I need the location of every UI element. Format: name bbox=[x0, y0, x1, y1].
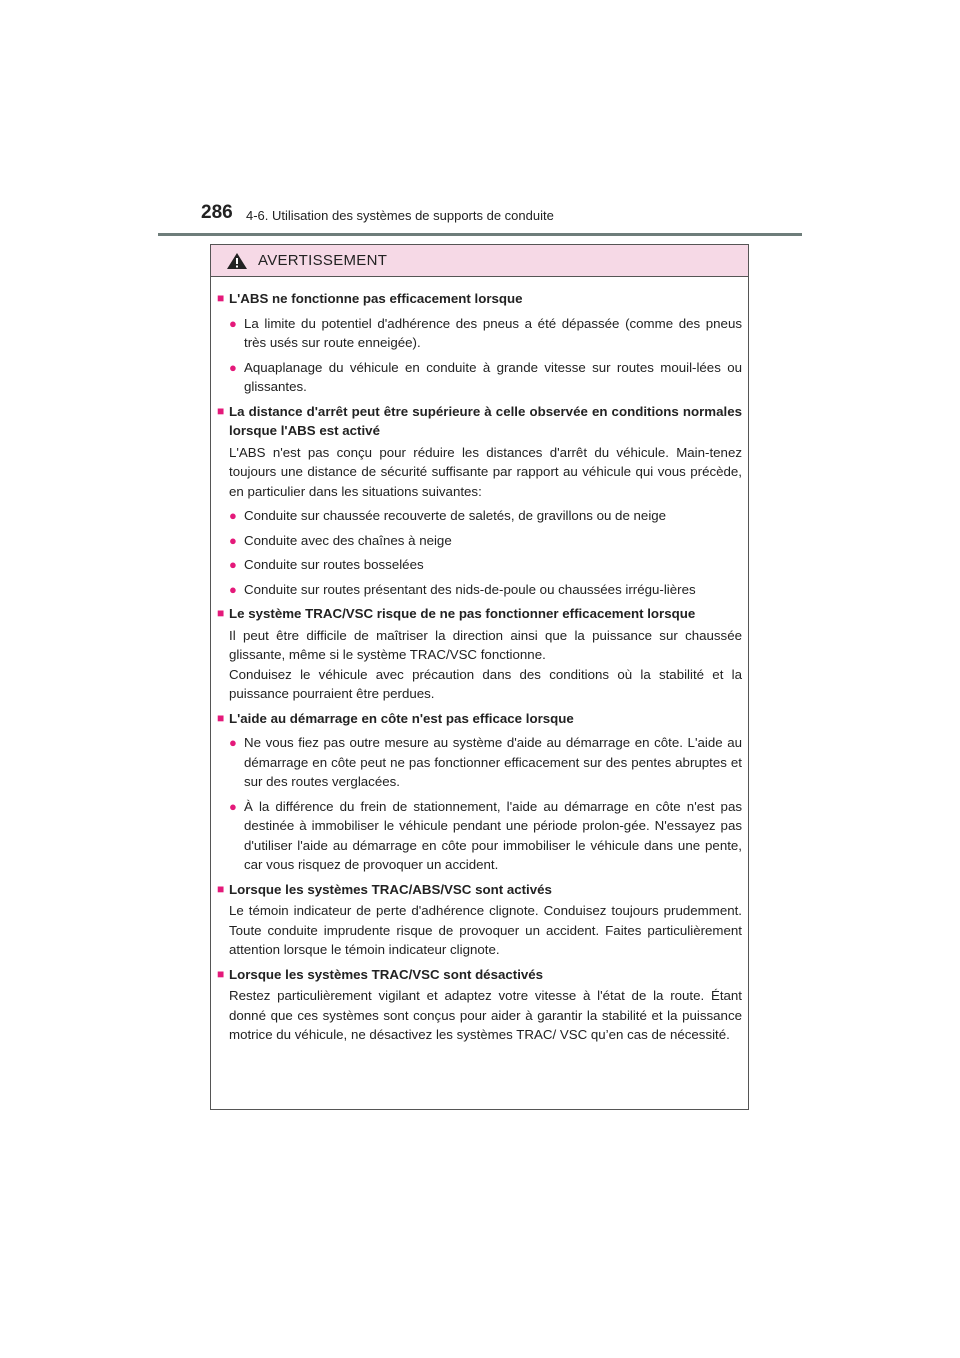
dot-bullet-icon: ● bbox=[229, 798, 237, 814]
square-bullet-icon: ■ bbox=[217, 606, 225, 620]
warning-triangle-icon bbox=[226, 252, 248, 270]
warning-body bbox=[211, 277, 748, 1045]
page-number: 286 bbox=[201, 202, 233, 223]
section-paragraph: Conduisez le véhicule avec précaution dans des conditions où la stabilité et la puissance pourraient être perdues. bbox=[229, 666, 742, 701]
warning-title: AVERTISSEMENT bbox=[258, 252, 388, 269]
section-stopping-distance bbox=[217, 402, 742, 600]
dot-bullet-icon: ● bbox=[229, 581, 237, 597]
section-heading: ■ Le système TRAC/VSC risque de ne pas fonctionner efficacement lorsque bbox=[217, 604, 742, 624]
dot-bullet-icon: ● bbox=[229, 532, 237, 548]
dot-bullet-icon: ● bbox=[229, 557, 237, 572]
section-hill-start-assist bbox=[217, 709, 742, 875]
square-bullet-icon: ■ bbox=[217, 291, 225, 305]
square-bullet-icon: ■ bbox=[217, 966, 225, 981]
section-systems-deactivated bbox=[217, 965, 742, 1045]
square-bullet-icon: ■ bbox=[217, 881, 225, 896]
warning-box bbox=[210, 244, 749, 1110]
section-heading: ■ L'ABS ne fonctionne pas efficacement lorsque bbox=[217, 289, 742, 309]
list-item: ● La limite du potentiel d'adhérence des pneus a été dépassée (comme des pneus très usés sur route enneigée). bbox=[229, 314, 742, 353]
dot-bullet-icon: ● bbox=[229, 735, 237, 750]
dot-bullet-icon: ● bbox=[229, 508, 237, 523]
section-systems-activated bbox=[217, 880, 742, 960]
list-item: ● Aquaplanage du véhicule en conduite à grande vitesse sur routes mouil-lées ou glissantes. bbox=[229, 358, 742, 397]
section-paragraph: Il peut être difficile de maîtriser la direction ainsi que la puissance sur chaussée glissante, même si le système TRAC/VSC fonctionne. bbox=[229, 627, 742, 662]
section-heading: ■ L'aide au démarrage en côte n'est pas efficace lorsque bbox=[217, 709, 742, 729]
dot-bullet-icon: ● bbox=[229, 359, 237, 375]
section-heading: ■ La distance d'arrêt peut être supérieure à celle observée en conditions normales lorsque l'ABS est activé bbox=[217, 402, 742, 441]
section-abs-ineffective bbox=[217, 289, 742, 397]
section-paragraph: Restez particulièrement vigilant et adaptez votre vitesse à l'état de la route. Étant donné que ces systèmes sont conçus pour aider à garantir la stabilité et la puissance motrice du véhicule, ne désactivez les systèmes TRAC/ VSC qu’en cas de nécessité. bbox=[229, 988, 742, 1042]
list-item: ● À la différence du frein de stationnement, l'aide au démarrage en côte n'est pas destinée à immobiliser le véhicule pendant une période prolon-gée. N'essayez pas d'utiliser l'aide au démarrage en côte pour immobiliser le véhicule dans une pente, car vous risquez de provoquer un accident. bbox=[229, 797, 742, 875]
section-paragraph: Le témoin indicateur de perte d'adhérence clignote. Conduisez toujours prudemment. Toute conduite imprudente risque de provoquer un accident. Faites particulièrement attention lorsque le témoin indicateur clignote. bbox=[229, 903, 742, 957]
section-paragraph: L'ABS n'est pas conçu pour réduire les distances d'arrêt du véhicule. Main-tenez toujours une distance de sécurité suffisante par rapport au véhicule qui vous précède, en particulier dans les situations suivantes: bbox=[229, 444, 742, 499]
section-trac-vsc-risk bbox=[217, 604, 742, 704]
square-bullet-icon: ■ bbox=[217, 403, 225, 418]
header-divider bbox=[158, 233, 802, 236]
list-item: ● Conduite sur routes bosselées bbox=[229, 555, 742, 575]
square-bullet-icon: ■ bbox=[217, 710, 225, 725]
section-heading: ■ Lorsque les systèmes TRAC/VSC sont désactivés bbox=[217, 965, 742, 985]
dot-bullet-icon: ● bbox=[229, 315, 237, 331]
section-title: 4-6. Utilisation des systèmes de supports de conduite bbox=[246, 208, 554, 223]
list-item: ● Conduite avec des chaînes à neige bbox=[229, 531, 742, 551]
list-item: ● Ne vous fiez pas outre mesure au système d'aide au démarrage en côte. L'aide au démarrage en côte peut ne pas fonctionner efficacement sur des pentes abruptes et sur des routes verglacées. bbox=[229, 733, 742, 792]
list-item: ● Conduite sur chaussée recouverte de saletés, de gravillons ou de neige bbox=[229, 506, 742, 526]
list-item: ● Conduite sur routes présentant des nids-de-poule ou chaussées irrégu-lières bbox=[229, 580, 742, 600]
warning-header bbox=[211, 245, 748, 277]
section-heading: ■ Lorsque les systèmes TRAC/ABS/VSC sont activés bbox=[217, 880, 742, 900]
